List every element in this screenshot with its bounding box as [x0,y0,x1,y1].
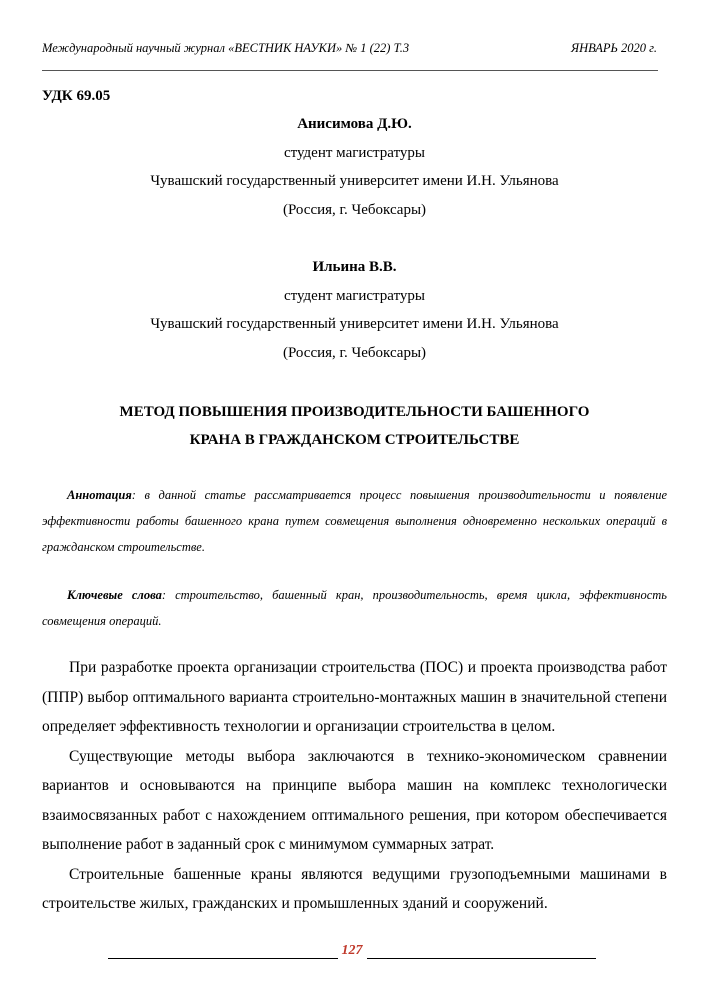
article-title-line-1: МЕТОД ПОВЫШЕНИЯ ПРОИЗВОДИТЕЛЬНОСТИ БАШЕННОГО [119,404,590,420]
body-paragraph-1: При разработке проекта организации строительства (ПОС) и проекта производства работ (ППР) выбор оптимального варианта строительно-монтажных машин в значительной степени определяет эффективность технологии и организации строительства в целом. [42,659,667,735]
abstract-label: Аннотация [67,488,132,502]
author-name-1: Анисимова Д.Ю. [297,116,412,132]
article-title [42,398,667,454]
author-position-1: студент магистратуры [283,145,426,161]
author-name-2: Ильина В.В. [312,259,397,275]
body-paragraph-3: Строительные башенные краны являются ведущими грузоподъемными машинами в строительстве жилых, гражданских и промышленных зданий и сооружений. [42,865,667,912]
footer-rule-right [367,946,597,959]
abstract [42,482,667,560]
udk-code: УДК 69.05 [42,88,111,104]
page-footer [108,943,596,959]
footer-rule-left [108,946,338,959]
keywords [42,582,667,634]
article-body [42,653,667,919]
author-location-2: (Россия, г. Чебоксары) [282,345,427,361]
article-title-line-2: КРАНА В ГРАЖДАНСКОМ СТРОИТЕЛЬСТВЕ [189,432,520,448]
author-position-2: студент магистратуры [283,288,426,304]
author-affiliation-2: Чувашский государственный университет имени И.Н. Ульянова [150,316,559,332]
issue-date: ЯНВАРЬ 2020 г. [570,41,657,55]
journal-name: Международный научный журнал «ВЕСТНИК НАУКИ» № 1 (22) Т.3 [42,41,410,55]
abstract-text: : в данной статье рассматривается процесс повышения производительности и появление эффективности работы башенного крана путем совмещения выполнения одновременно нескольких операций в гражданском строительстве. [42,488,667,554]
keywords-label: Ключевые слова [67,588,162,602]
author-affiliation-1: Чувашский государственный университет имени И.Н. Ульянова [150,173,559,189]
header-divider [42,70,658,71]
keywords-text: : строительство, башенный кран, производительность, время цикла, эффективность совмещения операций. [42,588,667,628]
author-location-1: (Россия, г. Чебоксары) [282,202,427,218]
body-paragraph-2: Существующие методы выбора заключаются в технико-экономическом сравнении вариантов и основываются на принципе выбора машин на комплекс технологически взаимосвязанных работ с нахождением оптимального решения, при котором обеспечивается выполнение работ в заданный срок с минимумом суммарных затрат. [42,747,667,853]
page-number: 127 [341,943,363,958]
running-header [42,41,657,56]
